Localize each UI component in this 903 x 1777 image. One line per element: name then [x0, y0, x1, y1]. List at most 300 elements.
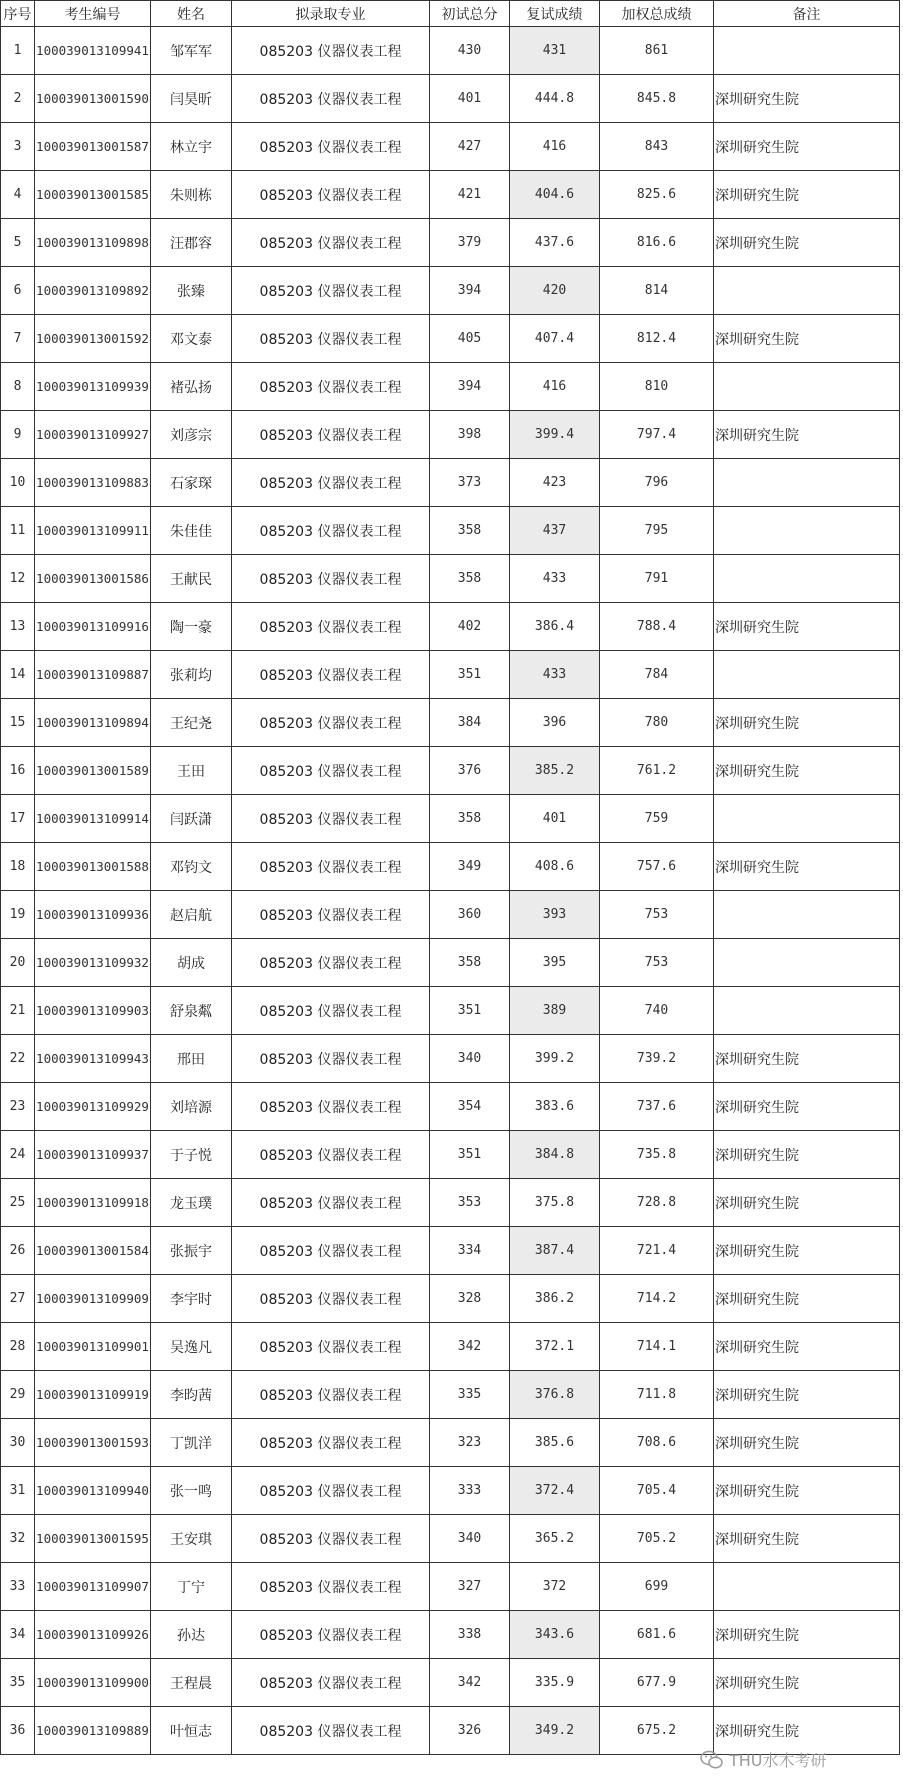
cell-name: 刘培源: [151, 1083, 232, 1131]
cell-candidate-id: 100039013109909: [35, 1275, 151, 1323]
cell-seq: 33: [1, 1563, 35, 1611]
cell-note: [714, 507, 900, 555]
cell-initial-score: 351: [430, 1131, 510, 1179]
table-row: [1, 315, 900, 363]
cell-initial-score: 373: [430, 459, 510, 507]
cell-name: 王田: [151, 747, 232, 795]
cell-weighted-total: 728.8: [600, 1179, 714, 1227]
cell-note: 深圳研究生院: [714, 315, 900, 363]
cell-seq: 6: [1, 267, 35, 315]
cell-candidate-id: 100039013109883: [35, 459, 151, 507]
cell-seq: 4: [1, 171, 35, 219]
cell-retest-score: 383.6: [510, 1083, 600, 1131]
cell-name: 于子悦: [151, 1131, 232, 1179]
cell-candidate-id: 100039013001588: [35, 843, 151, 891]
cell-retest-score: 372.1: [510, 1323, 600, 1371]
cell-name: 张莉均: [151, 651, 232, 699]
cell-major: 085203 仪器仪表工程: [232, 1227, 430, 1275]
cell-candidate-id: 100039013001595: [35, 1515, 151, 1563]
table-row: [1, 747, 900, 795]
cell-seq: 3: [1, 123, 35, 171]
cell-major: 085203 仪器仪表工程: [232, 1659, 430, 1707]
cell-retest-score: 384.8: [510, 1131, 600, 1179]
cell-retest-score: 416: [510, 363, 600, 411]
cell-weighted-total: 759: [600, 795, 714, 843]
cell-candidate-id: 100039013109907: [35, 1563, 151, 1611]
header-cell: 复试成绩: [510, 1, 600, 27]
table-row: [1, 1035, 900, 1083]
cell-name: 邹军军: [151, 27, 232, 75]
cell-major: 085203 仪器仪表工程: [232, 219, 430, 267]
cell-candidate-id: 100039013001584: [35, 1227, 151, 1275]
cell-name: 丁凯洋: [151, 1419, 232, 1467]
cell-note: [714, 1563, 900, 1611]
cell-name: 刘彦宗: [151, 411, 232, 459]
cell-weighted-total: 708.6: [600, 1419, 714, 1467]
cell-retest-score: 386.4: [510, 603, 600, 651]
cell-initial-score: 398: [430, 411, 510, 459]
cell-major: 085203 仪器仪表工程: [232, 1323, 430, 1371]
cell-candidate-id: 100039013001587: [35, 123, 151, 171]
cell-weighted-total: 705.4: [600, 1467, 714, 1515]
cell-note: 深圳研究生院: [714, 1275, 900, 1323]
cell-weighted-total: 845.8: [600, 75, 714, 123]
cell-weighted-total: 796: [600, 459, 714, 507]
cell-note: 深圳研究生院: [714, 1419, 900, 1467]
cell-major: 085203 仪器仪表工程: [232, 1515, 430, 1563]
cell-note: 深圳研究生院: [714, 747, 900, 795]
cell-note: [714, 267, 900, 315]
cell-retest-score: 407.4: [510, 315, 600, 363]
cell-seq: 10: [1, 459, 35, 507]
table-row: [1, 555, 900, 603]
cell-note: [714, 891, 900, 939]
cell-initial-score: 323: [430, 1419, 510, 1467]
cell-initial-score: 335: [430, 1371, 510, 1419]
cell-weighted-total: 753: [600, 939, 714, 987]
cell-major: 085203 仪器仪表工程: [232, 27, 430, 75]
cell-weighted-total: 675.2: [600, 1707, 714, 1755]
table-row: [1, 651, 900, 699]
cell-initial-score: 333: [430, 1467, 510, 1515]
cell-note: 深圳研究生院: [714, 843, 900, 891]
cell-name: 邢田: [151, 1035, 232, 1083]
cell-weighted-total: 681.6: [600, 1611, 714, 1659]
cell-major: 085203 仪器仪表工程: [232, 459, 430, 507]
cell-seq: 35: [1, 1659, 35, 1707]
cell-note: 深圳研究生院: [714, 1467, 900, 1515]
cell-note: 深圳研究生院: [714, 699, 900, 747]
table-row: [1, 1563, 900, 1611]
cell-retest-score: 385.6: [510, 1419, 600, 1467]
cell-seq: 34: [1, 1611, 35, 1659]
cell-name: 王纪尧: [151, 699, 232, 747]
cell-candidate-id: 100039013109926: [35, 1611, 151, 1659]
cell-retest-score: 401: [510, 795, 600, 843]
cell-major: 085203 仪器仪表工程: [232, 1467, 430, 1515]
cell-note: 深圳研究生院: [714, 171, 900, 219]
cell-seq: 2: [1, 75, 35, 123]
cell-seq: 1: [1, 27, 35, 75]
cell-weighted-total: 735.8: [600, 1131, 714, 1179]
cell-note: [714, 987, 900, 1035]
cell-retest-score: 444.8: [510, 75, 600, 123]
cell-name: 张振宇: [151, 1227, 232, 1275]
cell-seq: 7: [1, 315, 35, 363]
cell-retest-score: 431: [510, 27, 600, 75]
cell-major: 085203 仪器仪表工程: [232, 171, 430, 219]
table-row: [1, 1227, 900, 1275]
cell-initial-score: 349: [430, 843, 510, 891]
cell-major: 085203 仪器仪表工程: [232, 843, 430, 891]
cell-name: 龙玉璞: [151, 1179, 232, 1227]
table-row: [1, 363, 900, 411]
cell-retest-score: 399.2: [510, 1035, 600, 1083]
table-row: [1, 987, 900, 1035]
cell-initial-score: 376: [430, 747, 510, 795]
cell-candidate-id: 100039013109919: [35, 1371, 151, 1419]
cell-major: 085203 仪器仪表工程: [232, 1083, 430, 1131]
cell-candidate-id: 100039013109900: [35, 1659, 151, 1707]
cell-candidate-id: 100039013109932: [35, 939, 151, 987]
cell-seq: 29: [1, 1371, 35, 1419]
table-row: [1, 411, 900, 459]
cell-candidate-id: 100039013109943: [35, 1035, 151, 1083]
cell-candidate-id: 100039013001590: [35, 75, 151, 123]
cell-seq: 14: [1, 651, 35, 699]
table-row: [1, 1323, 900, 1371]
cell-note: 深圳研究生院: [714, 75, 900, 123]
cell-weighted-total: 810: [600, 363, 714, 411]
cell-weighted-total: 791: [600, 555, 714, 603]
cell-initial-score: 340: [430, 1515, 510, 1563]
cell-seq: 15: [1, 699, 35, 747]
cell-weighted-total: 721.4: [600, 1227, 714, 1275]
cell-name: 张一鸣: [151, 1467, 232, 1515]
cell-initial-score: 351: [430, 987, 510, 1035]
cell-initial-score: 360: [430, 891, 510, 939]
header-cell: 考生编号: [35, 1, 151, 27]
cell-name: 胡成: [151, 939, 232, 987]
cell-seq: 24: [1, 1131, 35, 1179]
cell-name: 舒泉粼: [151, 987, 232, 1035]
cell-seq: 30: [1, 1419, 35, 1467]
table-row: [1, 1467, 900, 1515]
cell-major: 085203 仪器仪表工程: [232, 1035, 430, 1083]
cell-name: 李昀茜: [151, 1371, 232, 1419]
table-row: [1, 27, 900, 75]
table-row: [1, 939, 900, 987]
cell-note: 深圳研究生院: [714, 1323, 900, 1371]
cell-weighted-total: 737.6: [600, 1083, 714, 1131]
cell-retest-score: 372.4: [510, 1467, 600, 1515]
cell-candidate-id: 100039013109914: [35, 795, 151, 843]
cell-candidate-id: 100039013109903: [35, 987, 151, 1035]
cell-name: 叶恒志: [151, 1707, 232, 1755]
table-body: [1, 27, 900, 1755]
cell-note: 深圳研究生院: [714, 1659, 900, 1707]
cell-retest-score: 416: [510, 123, 600, 171]
cell-name: 褚弘扬: [151, 363, 232, 411]
cell-initial-score: 405: [430, 315, 510, 363]
cell-note: [714, 795, 900, 843]
cell-name: 邓文泰: [151, 315, 232, 363]
cell-retest-score: 375.8: [510, 1179, 600, 1227]
cell-candidate-id: 100039013109940: [35, 1467, 151, 1515]
cell-retest-score: 395: [510, 939, 600, 987]
cell-seq: 18: [1, 843, 35, 891]
cell-note: 深圳研究生院: [714, 1371, 900, 1419]
table-row: [1, 1179, 900, 1227]
cell-weighted-total: 714.2: [600, 1275, 714, 1323]
cell-major: 085203 仪器仪表工程: [232, 411, 430, 459]
cell-name: 闫昊昕: [151, 75, 232, 123]
header-cell: 初试总分: [430, 1, 510, 27]
cell-note: 深圳研究生院: [714, 1035, 900, 1083]
table-row: [1, 267, 900, 315]
cell-initial-score: 421: [430, 171, 510, 219]
cell-retest-score: 408.6: [510, 843, 600, 891]
cell-initial-score: 394: [430, 363, 510, 411]
cell-major: 085203 仪器仪表工程: [232, 267, 430, 315]
cell-weighted-total: 780: [600, 699, 714, 747]
cell-seq: 36: [1, 1707, 35, 1755]
cell-name: 王程晨: [151, 1659, 232, 1707]
table-row: [1, 843, 900, 891]
cell-weighted-total: 825.6: [600, 171, 714, 219]
cell-major: 085203 仪器仪表工程: [232, 1707, 430, 1755]
cell-candidate-id: 100039013109918: [35, 1179, 151, 1227]
cell-candidate-id: 100039013109892: [35, 267, 151, 315]
cell-seq: 11: [1, 507, 35, 555]
cell-candidate-id: 100039013001585: [35, 171, 151, 219]
cell-seq: 21: [1, 987, 35, 1035]
cell-weighted-total: 753: [600, 891, 714, 939]
cell-note: 深圳研究生院: [714, 603, 900, 651]
cell-candidate-id: 100039013001592: [35, 315, 151, 363]
cell-weighted-total: 784: [600, 651, 714, 699]
cell-initial-score: 430: [430, 27, 510, 75]
cell-candidate-id: 100039013001586: [35, 555, 151, 603]
cell-initial-score: 338: [430, 1611, 510, 1659]
cell-retest-score: 343.6: [510, 1611, 600, 1659]
cell-major: 085203 仪器仪表工程: [232, 939, 430, 987]
cell-retest-score: 385.2: [510, 747, 600, 795]
cell-seq: 25: [1, 1179, 35, 1227]
cell-note: 深圳研究生院: [714, 123, 900, 171]
cell-seq: 13: [1, 603, 35, 651]
cell-major: 085203 仪器仪表工程: [232, 1611, 430, 1659]
cell-retest-score: 386.2: [510, 1275, 600, 1323]
cell-seq: 27: [1, 1275, 35, 1323]
cell-retest-score: 335.9: [510, 1659, 600, 1707]
cell-weighted-total: 812.4: [600, 315, 714, 363]
cell-initial-score: 340: [430, 1035, 510, 1083]
cell-name: 吴逸凡: [151, 1323, 232, 1371]
cell-candidate-id: 100039013001593: [35, 1419, 151, 1467]
cell-candidate-id: 100039013109911: [35, 507, 151, 555]
header-cell: 拟录取专业: [232, 1, 430, 27]
cell-note: 深圳研究生院: [714, 1227, 900, 1275]
watermark-text: THU水木考研: [729, 1751, 827, 1770]
cell-major: 085203 仪器仪表工程: [232, 123, 430, 171]
cell-initial-score: 358: [430, 939, 510, 987]
cell-note: [714, 651, 900, 699]
cell-seq: 19: [1, 891, 35, 939]
cell-major: 085203 仪器仪表工程: [232, 987, 430, 1035]
table-row: [1, 123, 900, 171]
cell-candidate-id: 100039013109901: [35, 1323, 151, 1371]
cell-seq: 26: [1, 1227, 35, 1275]
cell-weighted-total: 814: [600, 267, 714, 315]
cell-candidate-id: 100039013001589: [35, 747, 151, 795]
cell-major: 085203 仪器仪表工程: [232, 1563, 430, 1611]
cell-major: 085203 仪器仪表工程: [232, 1179, 430, 1227]
table-row: [1, 219, 900, 267]
cell-seq: 32: [1, 1515, 35, 1563]
cell-weighted-total: 861: [600, 27, 714, 75]
cell-retest-score: 349.2: [510, 1707, 600, 1755]
cell-candidate-id: 100039013109916: [35, 603, 151, 651]
cell-name: 丁宁: [151, 1563, 232, 1611]
cell-major: 085203 仪器仪表工程: [232, 315, 430, 363]
cell-initial-score: 427: [430, 123, 510, 171]
cell-retest-score: 365.2: [510, 1515, 600, 1563]
cell-note: 深圳研究生院: [714, 411, 900, 459]
cell-seq: 31: [1, 1467, 35, 1515]
cell-initial-score: 379: [430, 219, 510, 267]
header-cell: 姓名: [151, 1, 232, 27]
cell-retest-score: 404.6: [510, 171, 600, 219]
cell-name: 闫跃潇: [151, 795, 232, 843]
cell-seq: 23: [1, 1083, 35, 1131]
cell-retest-score: 376.8: [510, 1371, 600, 1419]
cell-weighted-total: 757.6: [600, 843, 714, 891]
cell-name: 朱佳佳: [151, 507, 232, 555]
cell-name: 李宇时: [151, 1275, 232, 1323]
table-row: [1, 1371, 900, 1419]
header-cell: 加权总成绩: [600, 1, 714, 27]
cell-major: 085203 仪器仪表工程: [232, 891, 430, 939]
table-row: [1, 699, 900, 747]
cell-weighted-total: 705.2: [600, 1515, 714, 1563]
cell-weighted-total: 739.2: [600, 1035, 714, 1083]
table-row: [1, 1275, 900, 1323]
cell-retest-score: 437: [510, 507, 600, 555]
cell-candidate-id: 100039013109937: [35, 1131, 151, 1179]
table-row: [1, 891, 900, 939]
cell-major: 085203 仪器仪表工程: [232, 555, 430, 603]
cell-note: [714, 27, 900, 75]
cell-candidate-id: 100039013109936: [35, 891, 151, 939]
cell-weighted-total: 677.9: [600, 1659, 714, 1707]
cell-seq: 16: [1, 747, 35, 795]
cell-major: 085203 仪器仪表工程: [232, 699, 430, 747]
cell-retest-score: 399.4: [510, 411, 600, 459]
cell-retest-score: 423: [510, 459, 600, 507]
cell-initial-score: 358: [430, 507, 510, 555]
table-row: [1, 1659, 900, 1707]
cell-weighted-total: 740: [600, 987, 714, 1035]
table-row: [1, 459, 900, 507]
cell-note: 深圳研究生院: [714, 219, 900, 267]
cell-weighted-total: 797.4: [600, 411, 714, 459]
table-row: [1, 1611, 900, 1659]
cell-candidate-id: 100039013109939: [35, 363, 151, 411]
table-row: [1, 1419, 900, 1467]
cell-name: 邓钧文: [151, 843, 232, 891]
cell-note: 深圳研究生院: [714, 1707, 900, 1755]
cell-initial-score: 326: [430, 1707, 510, 1755]
cell-name: 张臻: [151, 267, 232, 315]
cell-initial-score: 328: [430, 1275, 510, 1323]
cell-candidate-id: 100039013109894: [35, 699, 151, 747]
cell-seq: 28: [1, 1323, 35, 1371]
header-cell: 序号: [1, 1, 35, 27]
cell-seq: 8: [1, 363, 35, 411]
cell-initial-score: 334: [430, 1227, 510, 1275]
cell-major: 085203 仪器仪表工程: [232, 603, 430, 651]
cell-seq: 22: [1, 1035, 35, 1083]
cell-retest-score: 372: [510, 1563, 600, 1611]
cell-name: 孙达: [151, 1611, 232, 1659]
cell-weighted-total: 711.8: [600, 1371, 714, 1419]
cell-candidate-id: 100039013109898: [35, 219, 151, 267]
header-cell: 备注: [714, 1, 900, 27]
watermark: [700, 1748, 827, 1771]
cell-name: 赵启航: [151, 891, 232, 939]
cell-retest-score: 433: [510, 555, 600, 603]
wechat-icon: [700, 1750, 724, 1770]
cell-initial-score: 342: [430, 1323, 510, 1371]
table-row: [1, 171, 900, 219]
cell-name: 王安琪: [151, 1515, 232, 1563]
cell-initial-score: 354: [430, 1083, 510, 1131]
cell-name: 陶一豪: [151, 603, 232, 651]
cell-note: [714, 555, 900, 603]
cell-weighted-total: 761.2: [600, 747, 714, 795]
cell-initial-score: 327: [430, 1563, 510, 1611]
cell-name: 林立宇: [151, 123, 232, 171]
cell-note: [714, 939, 900, 987]
cell-major: 085203 仪器仪表工程: [232, 75, 430, 123]
table-row: [1, 603, 900, 651]
cell-weighted-total: 816.6: [600, 219, 714, 267]
cell-note: [714, 459, 900, 507]
cell-initial-score: 384: [430, 699, 510, 747]
cell-candidate-id: 100039013109887: [35, 651, 151, 699]
cell-seq: 5: [1, 219, 35, 267]
table-row: [1, 795, 900, 843]
cell-retest-score: 387.4: [510, 1227, 600, 1275]
cell-seq: 9: [1, 411, 35, 459]
cell-note: 深圳研究生院: [714, 1611, 900, 1659]
cell-initial-score: 358: [430, 555, 510, 603]
cell-candidate-id: 100039013109941: [35, 27, 151, 75]
cell-retest-score: 437.6: [510, 219, 600, 267]
table-header-row: [1, 1, 900, 27]
cell-major: 085203 仪器仪表工程: [232, 651, 430, 699]
cell-note: 深圳研究生院: [714, 1131, 900, 1179]
cell-note: 深圳研究生院: [714, 1083, 900, 1131]
cell-name: 汪郡容: [151, 219, 232, 267]
table-row: [1, 75, 900, 123]
cell-note: [714, 363, 900, 411]
cell-retest-score: 396: [510, 699, 600, 747]
cell-initial-score: 402: [430, 603, 510, 651]
cell-name: 朱则栋: [151, 171, 232, 219]
cell-initial-score: 342: [430, 1659, 510, 1707]
